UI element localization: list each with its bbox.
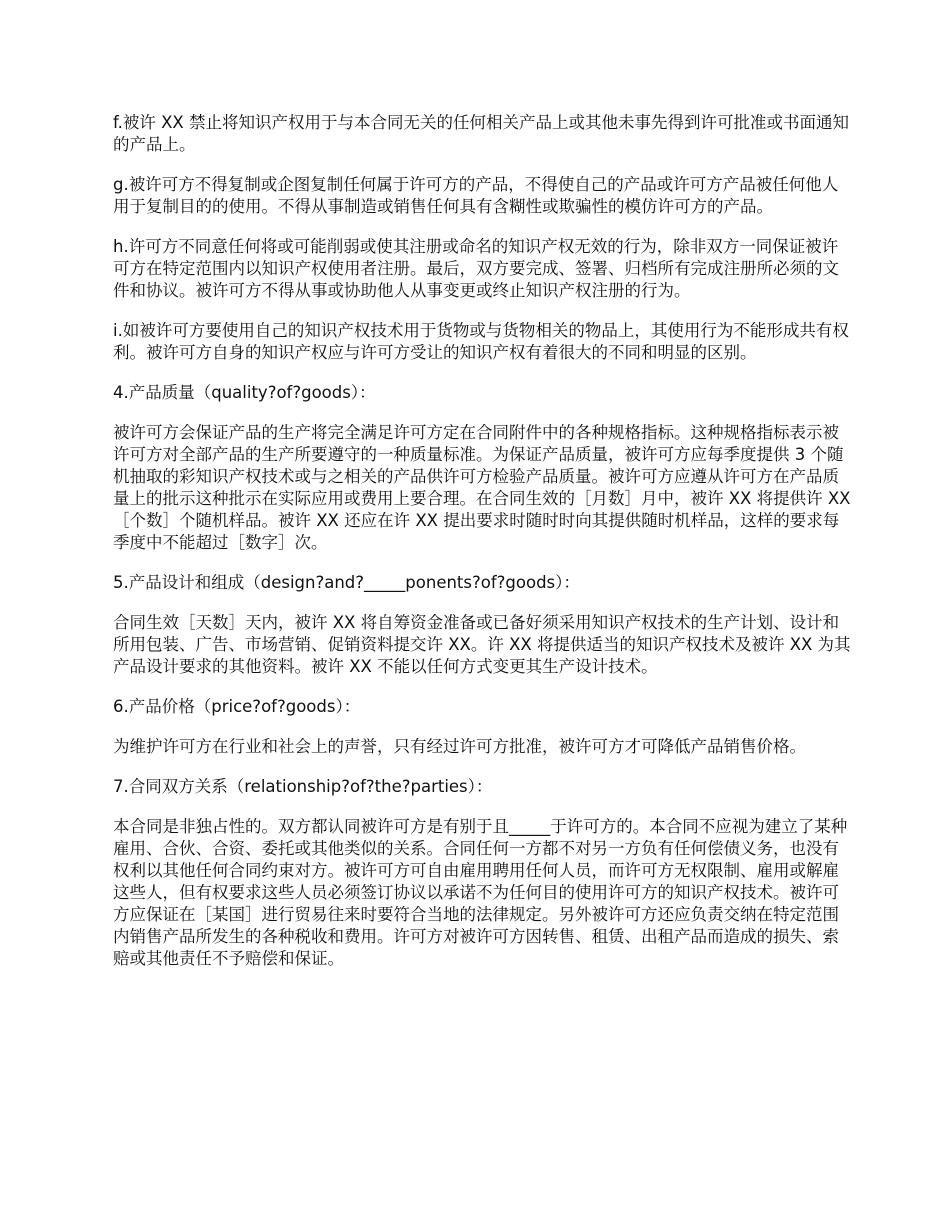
section-heading-price: 6.产品价格（price?of?goods）： [113,697,361,716]
clause-f: f.被许 XX 禁止将知识产权用于与本合同无关的任何相关产品上或其他未事先得到许可批准或书面通知的产品上。 [113,113,849,154]
section-heading-design: 5.产品设计和组成（design?and?_____ponents?of?goods）： [113,573,580,592]
clause-g: g.被许可方不得复制或企图复制任何属于许可方的产品，不得使自己的产品或许可方产品被任何他人用于复制目的的使用。不得从事制造或销售任何具有含糊性或欺骗性的模仿许可方的产品。 [113,175,839,216]
section-text-design: 合同生效［天数］天内，被许 XX 将自筹资金准备或已备好须采用知识产权技术的生产计划、设计和所用包装、广告、市场营销、促销资料提交许 XX。许 XX 将提供适当的知识产权技术及被许 XX 为其产品设计要求的其他资料。被许 XX 不能以任何方式变更其生产设计技术。 [113,613,851,676]
section-text-price: 为维护许可方在行业和社会上的声誉，只有经过许可方批准，被许可方才可降低产品销售价格。 [113,737,806,756]
document-body [113,112,853,988]
clause-h: h.许可方不同意任何将或可能削弱或使其注册或命名的知识产权无效的行为，除非双方一同保证被许可方在特定范围内以知识产权使用者注册。最后，双方要完成、签署、归档所有完成注册所必须的文件和协议。被许可方不得从事或协助他人从事变更或终止知识产权注册的行为。 [113,237,839,300]
section-text-relationship: 本合同是非独占性的。双方都认同被许可方是有别于且_____于许可方的。本合同不应视为建立了某种雇用、合伙、合资、委托或其他类似的关系。合同任何一方都不对另一方负有任何偿债义务，也没有权利以其他任何合同约束对方。被许可方可自由雇用聘用任何人员，而许可方无权限制、雇用或解雇这些人，但有权要求这些人员必须签订协议以承诺不为任何目的使用许可方的知识产权技术。被许可方应保证在［某国］进行贸易往来时要符合当地的法律规定。另外被许可方还应负责交纳在特定范围内销售产品所发生的各种税收和费用。许可方对被许可方因转售、租赁、出租产品而造成的损失、索赔或其他责任不予赔偿和保证。 [113,817,848,968]
section-heading-relationship: 7.合同双方关系（relationship?of?the?parties）： [113,777,493,796]
clause-i: i.如被许可方要使用自己的知识产权技术用于货物或与货物相关的物品上，其使用行为不能形成共有权利。被许可方自身的知识产权应与许可方受让的知识产权有着很大的不同和明显的区别。 [113,321,849,362]
section-text-quality: 被许可方会保证产品的生产将完全满足许可方定在合同附件中的各种规格指标。这种规格指标表示被许可方对全部产品的生产所要遵守的一种质量标准。为保证产品质量，被许可方应每季度提供 3 个随机抽取的彩知识产权技术或与之相关的产品供许可方检验产品质量。被许可方应遵从许可方在产品质量上的批示这种批示在实际应用或费用上要合理。在合同生效的［月数］月中，被许 XX 将提供许 XX［个数］个随机样品。被许 XX 还应在许 XX 提出要求时随时时向其提供随时机样品，这样的要求每季度中不能超过［数字］次。 [113,423,851,552]
section-heading-quality: 4.产品质量（quality?of?goods）： [113,383,376,402]
